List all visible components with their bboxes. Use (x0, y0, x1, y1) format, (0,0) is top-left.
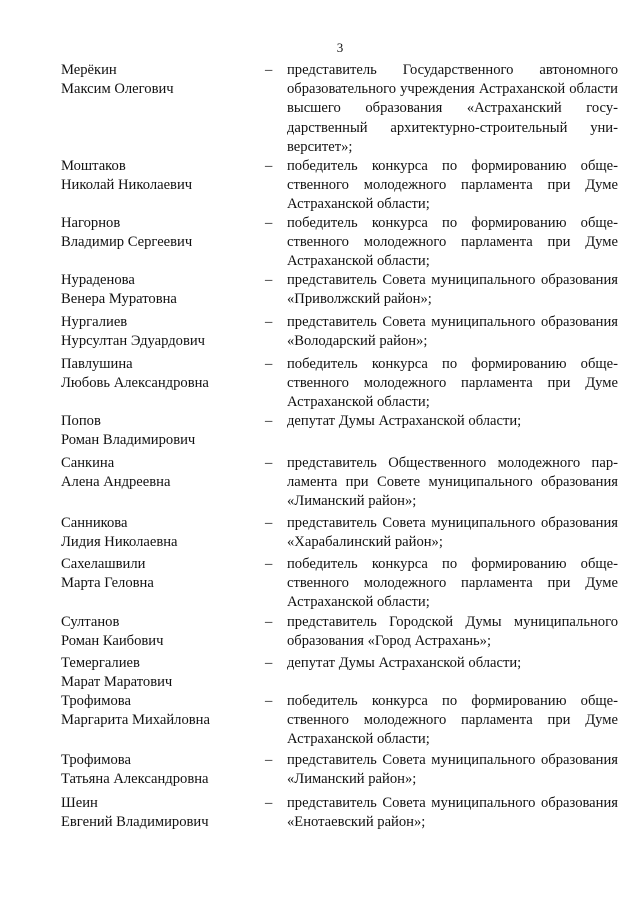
member-description: представитель Совета муниципального образования «Приволжский район»; (287, 272, 618, 308)
dash-separator: – (265, 413, 273, 429)
dash-separator: – (265, 752, 273, 768)
list-item (61, 555, 618, 613)
member-description: победитель конкурса по формированию общественного молодежного парламента при Думе Астраханской области; (287, 356, 618, 411)
dash-separator: – (265, 215, 273, 231)
member-given-names: Венера Муратовна (61, 291, 177, 308)
member-description: представитель Совета муниципального образования «Енотаевский район»; (287, 795, 618, 831)
member-surname: Темергалиев (61, 655, 140, 671)
dash-separator: – (265, 272, 273, 288)
member-given-names: Марта Геловна (61, 575, 154, 592)
list-item (61, 794, 618, 836)
dash-separator: – (265, 655, 273, 671)
member-surname: Нагорнов (61, 215, 121, 231)
list-item (61, 271, 618, 313)
member-description: представитель Общественного молодежного парламента при Совете муниципального образования «Лиманский район»; (287, 455, 618, 510)
dash-separator: – (265, 62, 273, 78)
member-given-names: Лидия Николаевна (61, 534, 178, 551)
page-number: 3 (336, 40, 344, 55)
member-name (61, 412, 265, 454)
list-item (61, 355, 618, 412)
list-item (61, 613, 618, 654)
member-description: представитель Совета муниципального образования «Володарский район»; (287, 314, 618, 350)
member-description: победитель конкурса по формированию общественного молодежного парламента при Думе Астраханской области; (287, 556, 618, 611)
list-item (61, 214, 618, 271)
member-surname: Сахелашвили (61, 556, 146, 572)
member-surname: Шеин (61, 795, 98, 811)
member-name (61, 454, 265, 514)
member-surname: Мерёкин (61, 62, 117, 78)
member-surname: Санникова (61, 515, 128, 531)
member-given-names: Евгений Владимирович (61, 814, 209, 831)
member-surname: Трофимова (61, 752, 131, 768)
member-list (61, 61, 618, 836)
member-given-names: Татьяна Александровна (61, 771, 209, 788)
member-given-names: Алена Андреевна (61, 474, 171, 491)
member-description: представитель Совета муниципального образования «Харабалинский район»; (287, 515, 618, 551)
member-surname: Нургалиев (61, 314, 128, 330)
member-given-names: Любовь Александровна (61, 375, 209, 392)
member-name (61, 794, 265, 836)
member-surname: Попов (61, 413, 101, 429)
member-given-names: Владимир Сергеевич (61, 234, 193, 251)
member-name (61, 313, 265, 355)
member-name (61, 654, 265, 692)
member-given-names: Марат Маратович (61, 674, 173, 691)
member-given-names: Николай Николаевич (61, 177, 193, 194)
member-description: представитель Совета муниципального образования «Лиманский район»; (287, 752, 618, 788)
member-surname: Султанов (61, 614, 120, 630)
dash-separator: – (265, 693, 273, 709)
member-description: победитель конкурса по формированию общественного молодежного парламента при Думе Астраханской области; (287, 215, 618, 270)
list-item (61, 692, 618, 751)
member-name (61, 61, 265, 157)
list-item (61, 514, 618, 555)
member-given-names: Роман Каибович (61, 633, 164, 650)
member-description: победитель конкурса по формированию общественного молодежного парламента при Думе Астраханской области; (287, 693, 618, 748)
list-item (61, 654, 618, 692)
member-name (61, 214, 265, 271)
member-name (61, 355, 265, 412)
member-name (61, 555, 265, 613)
list-item (61, 454, 618, 514)
list-item (61, 157, 618, 214)
member-name (61, 514, 265, 555)
member-description: представитель Городской Думы муниципального образования «Город Астрахань»; (287, 614, 618, 650)
member-description: представитель Государственного автономного образовательного учреждения Астраханской области высшего образования «Астраханский государственный архитектурно-строительный университет»; (287, 62, 618, 155)
member-description: депутат Думы Астраханской области; (287, 413, 522, 429)
dash-separator: – (265, 356, 273, 372)
member-given-names: Максим Олегович (61, 81, 174, 98)
member-given-names: Роман Владимирович (61, 432, 196, 449)
list-item (61, 412, 618, 454)
member-surname: Санкина (61, 455, 115, 471)
list-item (61, 751, 618, 794)
dash-separator: – (265, 455, 273, 471)
member-description: победитель конкурса по формированию общественного молодежного парламента при Думе Астраханской области; (287, 158, 618, 213)
member-surname: Павлушина (61, 356, 133, 372)
member-surname: Моштаков (61, 158, 126, 174)
member-name (61, 751, 265, 794)
dash-separator: – (265, 795, 273, 811)
member-given-names: Нурсултан Эдуардович (61, 333, 205, 350)
member-name (61, 692, 265, 751)
list-item (61, 61, 618, 157)
dash-separator: – (265, 314, 273, 330)
member-given-names: Маргарита Михайловна (61, 712, 210, 729)
member-name (61, 613, 265, 654)
dash-separator: – (265, 614, 273, 630)
member-description: депутат Думы Астраханской области; (287, 655, 522, 671)
member-surname: Трофимова (61, 693, 131, 709)
list-item (61, 313, 618, 355)
dash-separator: – (265, 556, 273, 572)
dash-separator: – (265, 158, 273, 174)
member-surname: Нураденова (61, 272, 135, 288)
member-name (61, 157, 265, 214)
member-name (61, 271, 265, 313)
dash-separator: – (265, 515, 273, 531)
